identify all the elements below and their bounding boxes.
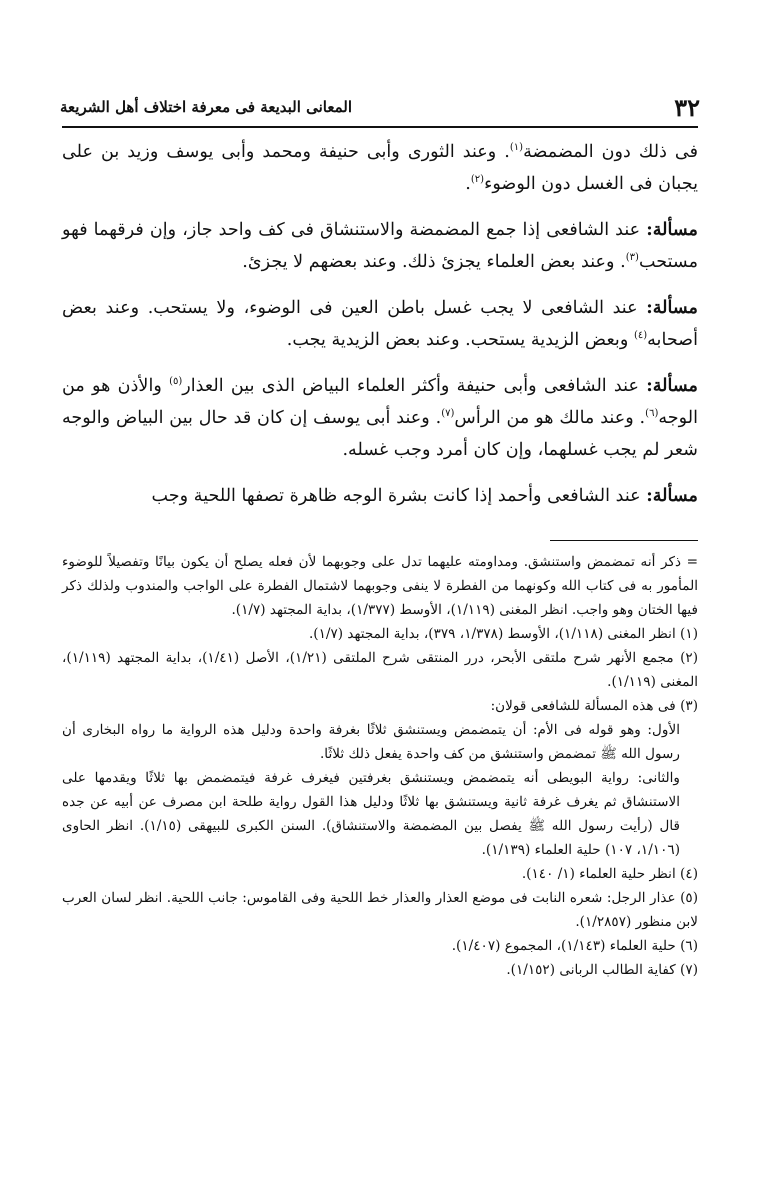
footnote-ref: (٥)	[169, 376, 183, 388]
footnotes	[62, 550, 698, 982]
footnote-ref: (٣)	[625, 252, 639, 264]
paragraph-text: . وعند الثورى وأبى حنيفة ومحمد وأبى يوسف وزيد بن على يجبان فى الغسل دون الوضوء	[62, 142, 698, 194]
footnote-ref: (٧)	[441, 408, 455, 420]
footnote-2: (٢) مجمع الأنهر شرح ملتقى الأبحر، درر المنتقى شرح الملتقى (١/٢١)، الأصل (١/٤١)، بداية المجتهد (١/١١٩)، المغنى (١/١١٩).	[62, 650, 698, 690]
footnote-separator	[550, 540, 698, 541]
paragraph-text: عند الشافعى لا يجب غسل باطن العين فى الوضوء، ولا يستحب. وعند بعض أصحابه	[62, 298, 698, 350]
running-title: المعانى البديعة فى معرفة اختلاف أهل الشريعة	[60, 98, 353, 116]
masala-label: مسألة:	[646, 219, 698, 240]
footnote-3-second-opinion: والثانى: رواية البويطى أنه يتمضمض ويستنشق بغرفتين فيغرف غرفة فيتمضمض بها ثلاثًا ويقدمها على الاستنشاق ثم يغرف غرفة ثانية ويستنشق بها ثلاثًا ودليل هذا القول رواية طلحة ابن مصرف عن أبيه عن جده قال (رأيت رسول الله ﷺ يفصل بين المضمضة والاستنشاق). السنن الكبرى للبيهقى (١/١٥). انظر الحاوى (١/١٠٦، ١٠٧) حلية العلماء (١/١٣٩).	[62, 770, 680, 858]
footnote-3-first-opinion: الأول: وهو قوله فى الأم: أن يتمضمض ويستنشق ثلاثًا بغرفة واحدة ودليل هذه الرواية ما رواه البخارى أن رسول الله ﷺ تمضمض واستنشق من كف واحدة يفعل ذلك ثلاثًا.	[62, 722, 680, 762]
paragraph-text: والأذن هو من الوجه	[62, 376, 698, 428]
paragraph-5	[62, 480, 698, 512]
paragraph-text: .	[465, 174, 471, 194]
paragraph-text: عند الشافعى وأحمد إذا كانت بشرة الوجه ظاهرة تصفها اللحية وجب	[151, 486, 647, 506]
footnote-ref: (١)	[509, 142, 524, 154]
masala-label: مسألة:	[646, 375, 698, 396]
page-number: ٣٢	[674, 92, 700, 122]
footnote-5: (٥) عذار الرجل: شعره النابت فى موضع العذار والعذار خط اللحية وفى القاموس: جانب اللحية. انظر لسان العرب لابن منظور (١/٢٨٥٧).	[62, 890, 698, 930]
page-header	[60, 92, 700, 122]
paragraph-text: عند الشافعى إذا جمع المضمضة والاستنشاق فى كف واحد جاز، وإن فرقهما فهو مستحب	[62, 220, 698, 272]
paragraph-text: . وعند أبى يوسف إن كان قد حال بين البياض والوجه شعر لم يجب غسلهما، وإن كان أمرد وجب غسله.	[62, 408, 698, 460]
paragraph-text: فى ذلك دون المضمضة	[523, 142, 698, 162]
masala-label: مسألة:	[646, 297, 698, 318]
footnote-7: (٧) كفاية الطالب الربانى (١/١٥٢).	[506, 962, 698, 978]
paragraph-text: وبعض الزيدية يستحب. وعند بعض الزيدية يجب.	[286, 330, 634, 350]
paragraph-2	[62, 214, 698, 278]
masala-label: مسألة:	[646, 485, 698, 506]
footnote-6: (٦) حلية العلماء (١/١٤٣)، المجموع (١/٤٠٧).	[451, 938, 698, 954]
footnote-3: (٣) فى هذه المسألة للشافعى قولان:	[490, 698, 698, 714]
footnote-4: (٤) انظر حلية العلماء (١/ ١٤٠).	[521, 866, 698, 882]
main-text	[62, 136, 698, 526]
paragraph-3	[62, 292, 698, 356]
footnote-1: (١) انظر المغنى (١/١١٨)، الأوسط (١/٣٧٨، ٣٧٩)، بداية المجتهد (١/٧).	[308, 626, 698, 642]
paragraph-1	[62, 136, 698, 200]
paragraph-text: . وعند بعض العلماء يجزئ ذلك. وعند بعضهم لا يجزئ.	[242, 252, 626, 272]
paragraph-text: عند الشافعى وأبى حنيفة وأكثر العلماء البياض الذى بين العذار	[182, 376, 647, 396]
footnote-ref: (٦)	[645, 408, 659, 420]
footnote-ref: (٢)	[470, 174, 485, 186]
paragraph-4	[62, 370, 698, 466]
footnote-continuation: = ذكر أنه تمضمض واستنشق. ومداومته عليهما تدل على وجوبهما لأن فعله يصلح أن يكون بيانًا وتفصيلاً للوضوء المأمور به فى كتاب الله وكونهما من الفطرة لا ينفى وجوبهما لاشتمال الفطرة على الواجب والمندوب ولذلك ذكر فيها الختان وهو واجب. انظر المغنى (١/١١٩)، الأوسط (١/٣٧٧)، بداية المجتهد (١/٧).	[62, 554, 698, 618]
paragraph-text: . وعند مالك هو من الرأس	[454, 408, 646, 428]
footnote-ref: (٤)	[633, 330, 648, 342]
header-rule	[62, 126, 698, 128]
